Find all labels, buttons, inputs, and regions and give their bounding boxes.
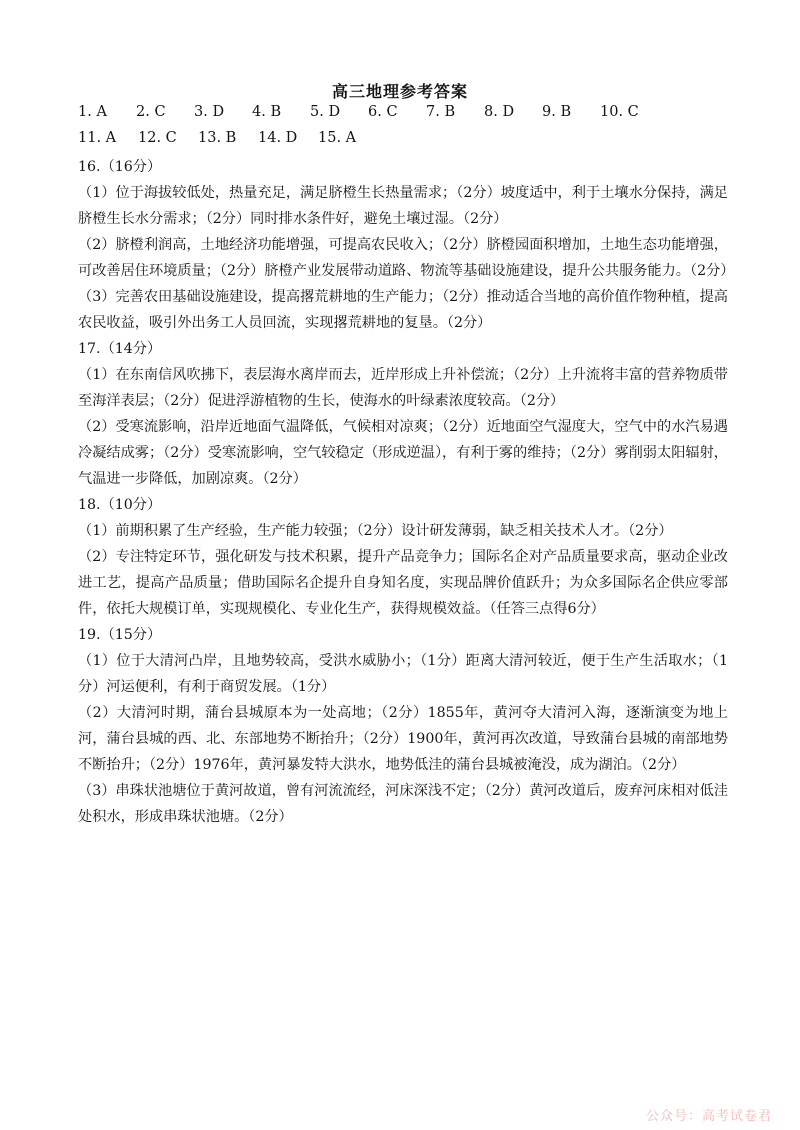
- question-16: [78, 154, 735, 336]
- question-18: [78, 492, 728, 622]
- answer-content: [78, 154, 735, 830]
- mc-answer: 4. B: [252, 104, 282, 120]
- mc-answer: 11. A: [78, 130, 117, 146]
- question-heading: 18.（10分）: [78, 497, 162, 513]
- mc-answer: 13. B: [198, 130, 237, 146]
- mc-answer: 12. C: [138, 130, 177, 146]
- question-heading: 17.（14分）: [78, 341, 162, 357]
- mc-answer: 3. D: [194, 104, 225, 120]
- question-heading: 16.（16分）: [78, 159, 162, 175]
- answer-paragraph: （1）在东南信风吹拂下，表层海水离岸而去，近岸形成上升补偿流；（2分）上升流将丰富的营养物质带至海洋表层；（2分）促进浮游植物的生长，使海水的叶绿素浓度较高。（2分）: [78, 367, 728, 409]
- answer-paragraph: （3）串珠状池塘位于黄河故道，曾有河流流经，河床深浅不定；（2分）黄河改道后，废弃河床相对低洼处积水，形成串珠状池塘。（2分）: [78, 783, 728, 825]
- watermark: 公众号：高考试卷君: [645, 1109, 772, 1124]
- mc-answer: 10. C: [600, 104, 639, 120]
- mc-answer: 8. D: [484, 104, 515, 120]
- mc-answer: 6. C: [368, 104, 398, 120]
- answer-paragraph: （1）位于大清河凸岸，且地势较高，受洪水威胁小；（1分）距离大清河较近，便于生产生活取水；（1分）河运便利，有利于商贸发展。（1分）: [78, 653, 728, 695]
- page-title: 高三地理参考答案: [331, 82, 468, 101]
- mc-answer: 2. C: [136, 104, 166, 120]
- answer-paragraph: （2）受寒流影响，沿岸近地面气温降低，气候相对凉爽；（2分）近地面空气湿度大，空气中的水汽易遇冷凝结成雾；（2分）受寒流影响，空气较稳定（形成逆温），有利于雾的维持；（2分）雾削弱太阳辐射，气温进一步降低，加剧凉爽。（2分）: [78, 419, 728, 487]
- question-heading: 19.（15分）: [78, 627, 162, 643]
- answer-paragraph: （2）专注特定环节，强化研发与技术积累，提升产品竞争力；国际名企对产品质量要求高，驱动企业改进工艺，提高产品质量；借助国际名企提升自身知名度，实现品牌价值跃升；为众多国际名企供应零部件，依托大规模订单，实现规模化、专业化生产，获得规模效益。（任答三点得6分）: [78, 549, 728, 617]
- mc-answer: 7. B: [426, 104, 456, 120]
- mc-answer: 1. A: [78, 104, 107, 120]
- mc-answer: 14. D: [258, 130, 298, 146]
- mc-answer: 5. D: [310, 104, 341, 120]
- answer-paragraph: （3）完善农田基础设施建设，提高撂荒耕地的生产能力；（2分）推动适合当地的高价值作物种植，提高农民收益，吸引外出务工人员回流，实现撂荒耕地的复垦。（2分）: [78, 289, 728, 331]
- answer-paragraph: （2）大清河时期，蒲台县城原本为一处高地；（2分）1855年，黄河夺大清河入海，逐渐演变为地上河，蒲台县城的西、北、东部地势不断抬升；（2分）1900年，黄河再次改道，导致蒲台县城的南部地势不断抬升；（2分）1976年，黄河暴发特大洪水，地势低洼的蒲台县城被淹没，成为湖泊。（2分）: [78, 705, 728, 773]
- mc-answers-row-1: [78, 104, 658, 120]
- answer-paragraph: （2）脐橙利润高，土地经济功能增强，可提高农民收入；（2分）脐橙园面积增加，土地生态功能增强，可改善居住环境质量；（2分）脐橙产业发展带动道路、物流等基础设施建设，提升公共服务能力。（2分）: [78, 237, 735, 279]
- mc-answer: 15. A: [318, 130, 357, 146]
- question-17: [78, 336, 728, 492]
- answer-paragraph: （1）位于海拔较低处，热量充足，满足脐橙生长热量需求；（2分）坡度适中，利于土壤水分保持，满足脐橙生长水分需求；（2分）同时排水条件好，避免土壤过湿。（2分）: [78, 185, 728, 227]
- mc-answers-row-2: [78, 130, 378, 146]
- mc-answer: 9. B: [542, 104, 572, 120]
- answer-paragraph: （1）前期积累了生产经验，生产能力较强；（2分）设计研发薄弱，缺乏相关技术人才。（2分）: [78, 523, 673, 539]
- question-19: [78, 622, 728, 830]
